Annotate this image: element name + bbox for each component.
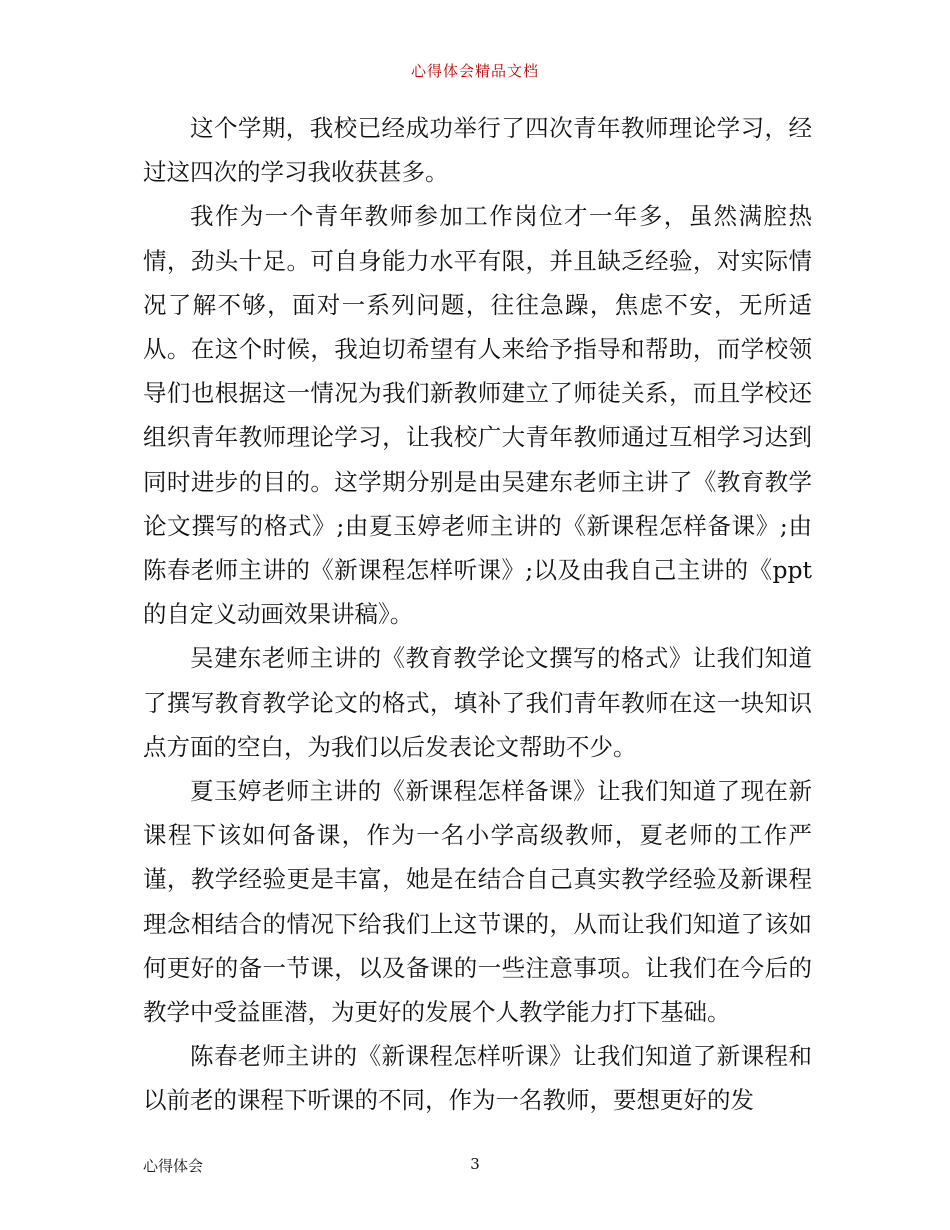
paragraph-1: 这个学期，我校已经成功举行了四次青年教师理论学习，经过这四次的学习我收获甚多。 — [143, 114, 812, 187]
document-body — [143, 106, 812, 1123]
page-number: 3 — [470, 1155, 480, 1173]
paragraph-4: 夏玉婷老师主讲的《新课程怎样备课》让我们知道了现在新课程下该如何备课，作为一名小学高级教师，夏老师的工作严谨，教学经验更是丰富，她是在结合自己真实教学经验及新课程理念相结合的情况下给我们上这节课的，从而让我们知道了该如何更好的备一节课，以及备课的一些注意事项。让我们在今后的教学中受益匪潜，为更好的发展个人教学能力打下基础。 — [143, 777, 812, 1027]
paragraph-2: 我作为一个青年教师参加工作岗位才一年多，虽然满腔热情，劲头十足。可自身能力水平有限，并且缺乏经验，对实际情况了解不够，面对一系列问题，往往急躁，焦虑不安，无所适从。在这个时候，我迫切希望有人来给予指导和帮助，而学校领导们也根据这一情况为我们新教师建立了师徒关系，而且学校还组织青年教师理论学习，让我校广大青年教师通过互相学习达到同时进步的目的。这学期分别是由吴建东老师主讲了《教育教学论文撰写的格式》;由夏玉婷老师主讲的《新课程怎样备课》;由陈春老师主讲的《新课程怎样听课》;以及由我自己主讲的《ppt的自定义动画效果讲稿》。 — [143, 202, 812, 629]
footer-label: 心得体会 — [143, 1157, 204, 1175]
paragraph-3: 吴建东老师主讲的《教育教学论文撰写的格式》让我们知道了撰写教育教学论文的格式，填补了我们青年教师在这一块知识点方面的空白，为我们以后发表论文帮助不少。 — [143, 644, 812, 761]
page-header-title: 心得体会精品文档 — [410, 62, 539, 80]
paragraph-5: 陈春老师主讲的《新课程怎样听课》让我们知道了新课程和以前老的课程下听课的不同，作为一名教师，要想更好的发 — [143, 1042, 812, 1115]
